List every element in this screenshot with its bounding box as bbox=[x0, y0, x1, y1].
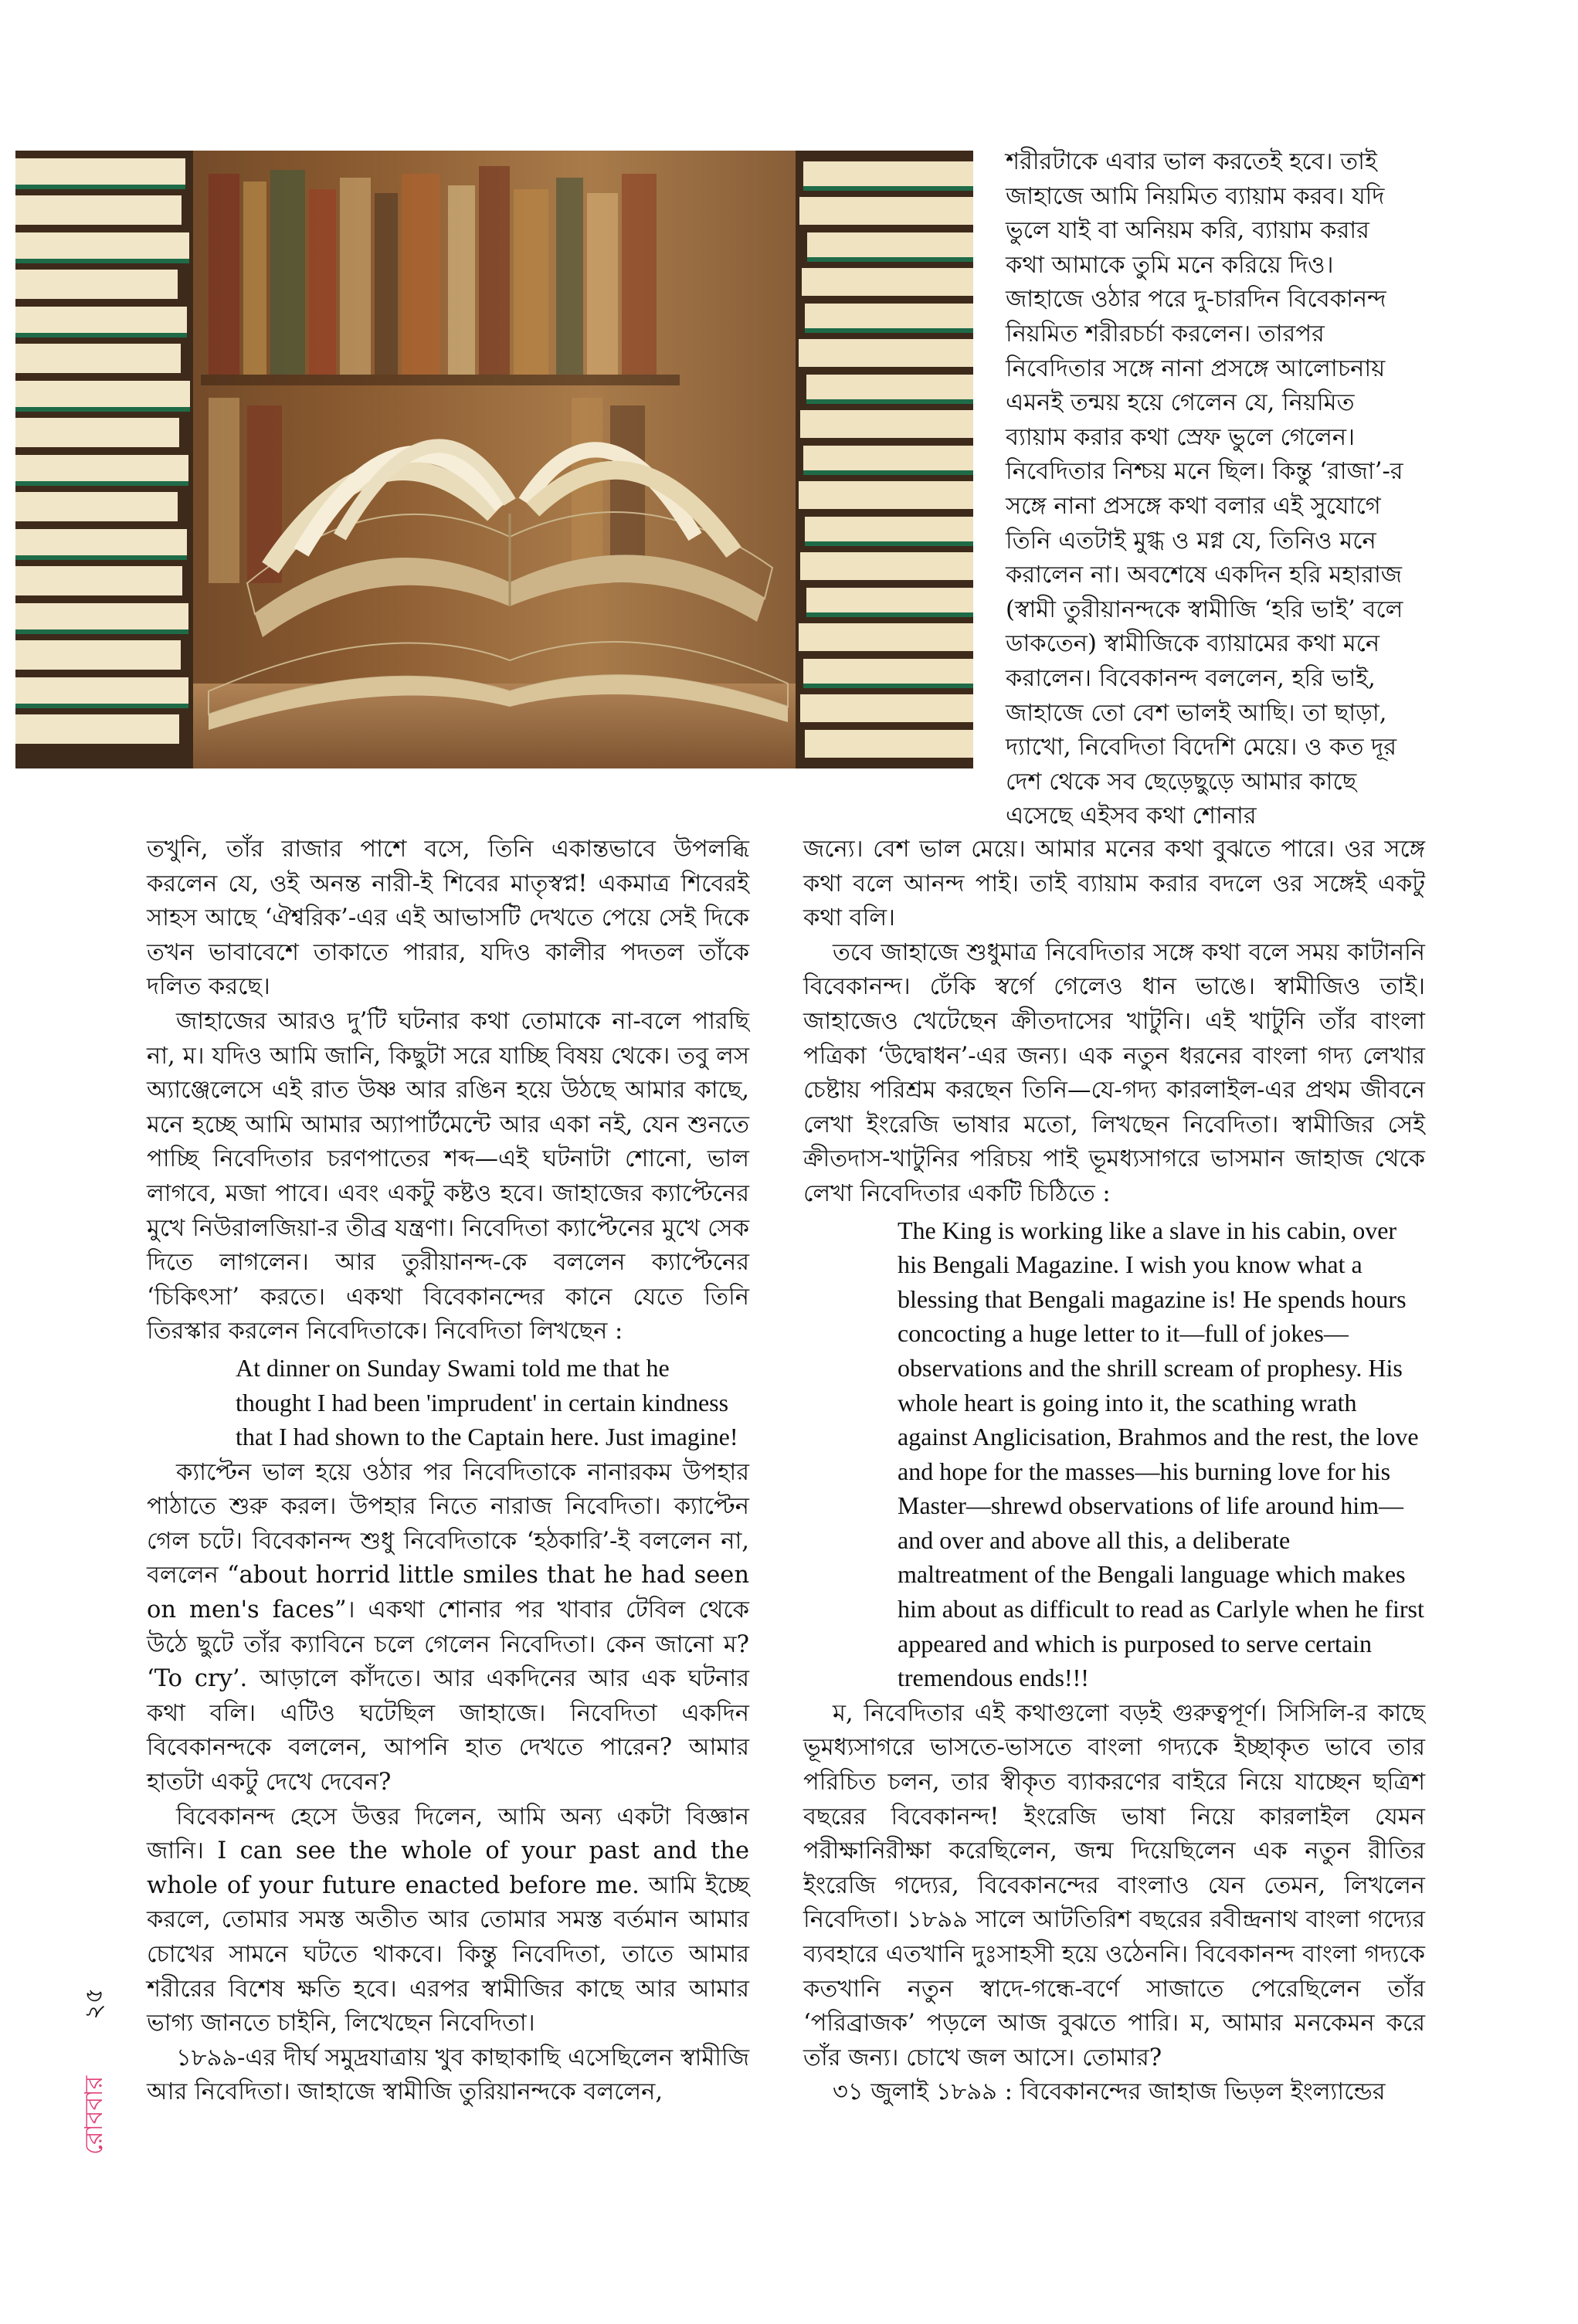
paragraph: ১৮৯৯-এর দীর্ঘ সমুদ্রযাত্রায় খুব কাছাকাছি এসেছিলেন স্বামীজি আর নিবেদিতা। জাহাজে স্বামীজি তুরিয়ানন্দকে বললেন, bbox=[147, 2044, 749, 2106]
paragraph: শরীরটাকে এবার ভাল করতেই হবে। তাই জাহাজে আমি নিয়মিত ব্যায়াম করব। যদি ভুলে যাই বা অনিয়ম করি, ব্যায়াম করার কথা আমাকে তুমি মনে করিয়ে দিও। জাহাজে ওঠার পরে দু-চারদিন বিবেকানন্দ নিয়মিত শরীরচর্চা করলেন। তারপর নিবেদিতার সঙ্গে নানা প্রসঙ্গে আলোচনায় এমনই তন্ময় হয়ে গেলেন যে, নিয়মিত ব্যায়াম করার কথা স্রেফ ভুলে গেলেন। নিবেদিতার নিশ্চয় মনে ছিল। কিন্তু ‘রাজা’-র সঙ্গে নানা প্রসঙ্গে কথা বলার এই সুযোগে তিনি এতটাই মুগ্ধ ও মগ্ন যে, তিনিও মনে করালেন না। অবশেষে একদিন হরি মহারাজ (স্বামী তুরীয়ানন্দকে স্বামীজি ‘হরি ভাই’ বলে ডাকতেন) স্বামীজিকে ব্যায়ামের কথা মনে করালেন। বিবেকানন্দ বললেন, হরি ভাই, জাহাজে তো বেশ ভালই আছি। তা ছাড়া, দ্যাখো, নিবেদিতা বিদেশি মেয়ে। ও কত দূর দেশ থেকে সব ছেড়েছুড়ে আমার কাছে এসেছে এইসব কথা শোনার bbox=[1006, 148, 1403, 830]
books-photo bbox=[15, 151, 973, 768]
left-column bbox=[147, 833, 749, 2110]
paragraph: জন্যে। বেশ ভাল মেয়ে। আমার মনের কথা বুঝতে পারে। ওর সঙ্গে কথা বলে আনন্দ পাই। তাই ব্যায়াম করার বদলে ওর সঙ্গেই একটু কথা বলি। bbox=[803, 836, 1425, 932]
paragraph: ম, নিবেদিতার এই কথাগুলো বড়ই গুরুত্বপূর্ণ। সিসিলি-র কাছে ভূমধ্যসাগরে ভাসতে-ভাসতে বাংলা গদ্যকে ইচ্ছাকৃত ভাবে তার পরিচিত চলন, তার স্বীকৃত ব্যাকরণের বাইরে নিয়ে যাচ্ছেন ছত্রিশ বছরের বিবেকানন্দ! ইংরেজি ভাষা নিয়ে কারলাইল যেমন পরীক্ষানিরীক্ষা করেছিলেন, জন্ম দিয়েছিলেন এক নতুন রীতির ইংরেজি গদ্যের, বিবেকানন্দের বাংলাও যেন তেমন, লিখলেন নিবেদিতা। ১৮৯৯ সালে আটতিরিশ বছরের রবীন্দ্রনাথ বাংলা গদ্যের ব্যবহারে এতখানি দুঃসাহসী হয়ে ওঠেননি। বিবেকানন্দ বাংলা গদ্যকে কতখানি নতুন স্বাদে-গন্ধে-বর্ণে সাজাতে পেরেছিলেন তাঁর ‘পরিব্রাজক’ পড়লে আজ বুঝতে পারি। ম, আমার মনকেমন করে তাঁর জন্য। চোখে জল আসে। তোমার? bbox=[803, 1699, 1425, 2071]
paragraph: জাহাজের আরও দু’টি ঘটনার কথা তোমাকে না-বলে পারছি না, ম। যদিও আমি জানি, কিছুটা সরে যাচ্ছি বিষয় থেকে। তবু লস অ্যাঞ্জেলেসে এই রাত উষ্ণ আর রঙিন হয়ে উঠছে আমার কাছে, মনে হচ্ছে আমি আমার অ্যাপার্টমেন্টে আর একা নই, যেন শুনতে পাচ্ছি নিবেদিতার চরণপাতের শব্দ—এই ঘটনাটা শোনো, ভাল লাগবে, মজা পাবে। এবং একটু কষ্টও হবে। জাহাজের ক্যাপ্টেনের মুখে নিউরালজিয়া-র তীব্র যন্ত্রণা। নিবেদিতা ক্যাপ্টেনের মুখে সেক দিতে লাগলেন। আর তুরীয়ানন্দ-কে বললেন ক্যাপ্টেনের ‘চিকিৎসা’ করতে। একথা বিবেকানন্দের কানে যেতে তিনি তিরস্কার করলেন নিবেদিতাকে। নিবেদিতা লিখছেন : bbox=[147, 1007, 749, 1345]
page-number: ২৫ bbox=[79, 1987, 108, 2020]
paragraph: ক্যাপ্টেন ভাল হয়ে ওঠার পর নিবেদিতাকে নানারকম উপহার পাঠাতে শুরু করল। উপহার নিতে নারাজ নিবেদিতা। ক্যাপ্টেন গেল চটে। বিবেকানন্দ শুধু নিবেদিতাকে ‘হঠকারি’-ই বললেন না, বললেন “about horrid little smiles that he had seen on men's faces”। একথা শোনার পর খাবার টেবিল থেকে উঠে ছুটে তাঁর ক্যাবিনে চলে গেলেন নিবেদিতা। কেন জানো ম? ‘To cry’. আড়ালে কাঁদতে। আর একদিনের আর এক ঘটনার কথা বলি। এটিও ঘটেছিল জাহাজে। নিবেদিতা একদিন বিবেকানন্দকে বললেন, আপনি হাত দেখতে পারেন? আমার হাতটা একটু দেখে দেবেন? bbox=[147, 1458, 749, 1796]
paragraph: তখুনি, তাঁর রাজার পাশে বসে, তিনি একান্তভাবে উপলব্ধি করলেন যে, ওই অনন্ত নারী-ই শিবের মাতৃস্বপ্ন! একমাত্র শিবেরই সাহস আছে ‘ঐশ্বরিক’-এর এই আভাসটি দেখতে পেয়ে সেই দিকে তখন ভাবাবেশে তাকাতে পারার, যদিও কালীর পদতল তাঁকে দলিত করছে। bbox=[147, 836, 749, 1001]
paragraph: তবে জাহাজে শুধুমাত্র নিবেদিতার সঙ্গে কথা বলে সময় কাটাননি বিবেকানন্দ। ঢেঁকি স্বর্গে গেলেও ধান ভাঙে। স্বামীজিও তাই। জাহাজেও খেটেছেন ক্রীতদাসের খাটুনি। এই খাটুনি তাঁর বাংলা পত্রিকা ‘উদ্বোধন’-এর জন্য। এক নতুন ধরনের বাংলা গদ্য লেখার চেষ্টায় পরিশ্রম করছেন তিনি—যে-গদ্য কারলাইল-এর প্রথম জীবনে লেখা ইংরেজি ভাষার মতো, লিখছেন নিবেদিতা। স্বামীজির সেই ক্রীতদাস-খাটুনির পরিচয় পাই ভূমধ্যসাগরে ভাসমান জাহাজ থেকে লেখা নিবেদিতার একটি চিঠিতে : bbox=[803, 938, 1425, 1207]
english-quote: The King is working like a slave in his cabin, over his Bengali Magazine. I wish you know what a blessing that Bengali magazine is! He spends hours concocting a huge letter to it—full of jokes—observations and the shrill scream of prophesy. His whole heart is going into it, the scathing wrath against Anglicisation, Brahmos and the rest, the love and hope for the masses—his burning love for his Master—shrewd observations of life around him—and over and above all this, a deliberate maltreatment of the Bengali language which makes him about as difficult to read as Carlyle when he first appeared and which is purposed to serve certain tremendous ends!!! bbox=[898, 1216, 1424, 1692]
right-top-column bbox=[1006, 145, 1411, 834]
paragraph: ৩১ জুলাই ১৮৯৯ : বিবেকানন্দের জাহাজ ভিড়ল ইংল্যান্ডের bbox=[833, 2078, 1386, 2106]
books-illustration bbox=[15, 151, 973, 768]
english-quote: At dinner on Sunday Swami told me that he thought I had been 'imprudent' in certain kindness that I had shown to the Captain here. Just imagine! bbox=[236, 1353, 738, 1451]
paragraph: বিবেকানন্দ হেসে উত্তর দিলেন, আমি অন্য একটা বিজ্ঞান জানি। I can see the whole of your past and the whole of your future enacted before me. আমি ইচ্ছে করলে, তোমার সমস্ত অতীত আর তোমার সমস্ত বর্তমান আমার চোখের সামনে ঘটতে থাকবে। কিন্তু নিবেদিতা, তাতে আমার শরীরের বিশেষ ক্ষতি হবে। এরপর স্বামীজির কাছে আর আমার ভাগ্য জানতে চাইনি, লিখেছেন নিবেদিতা। bbox=[147, 1803, 749, 2037]
magazine-name: রোববার bbox=[79, 2075, 108, 2155]
right-column bbox=[803, 833, 1425, 2110]
